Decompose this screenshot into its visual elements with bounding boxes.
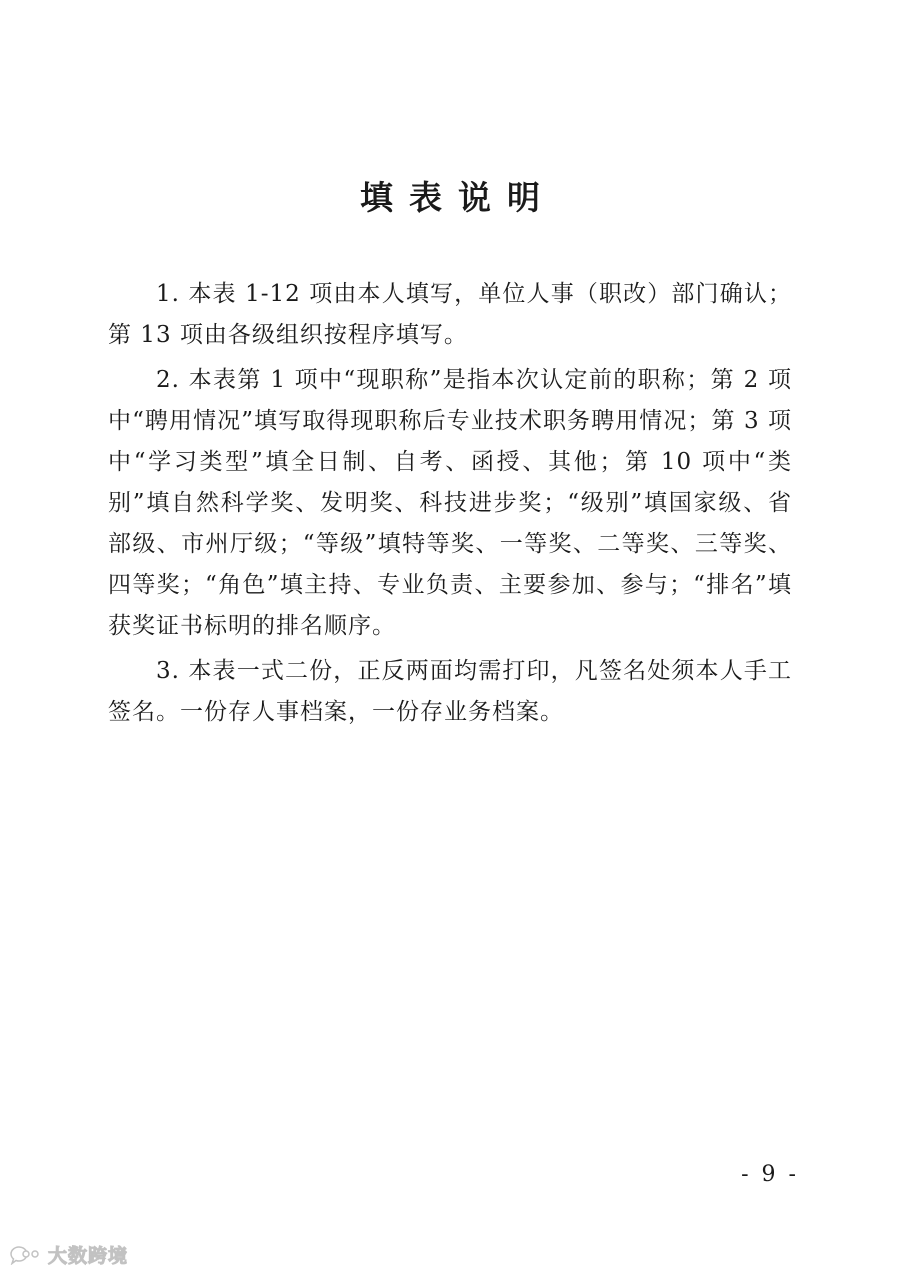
page-number: - 9 -	[741, 1162, 799, 1187]
watermark	[8, 1240, 128, 1268]
page-title: 填表说明	[360, 178, 556, 217]
chat-bubble-icon	[8, 1243, 42, 1265]
instruction-paragraph-1: 1. 本表 1-12 项由本人填写，单位人事（职改）部门确认；第 13 项由各级组织按程序填写。	[108, 281, 792, 348]
instructions-body	[108, 274, 792, 737]
instruction-paragraph-3: 3. 本表一式二份，正反两面均需打印，凡签名处须本人手工签名。一份存人事档案，一份存业务档案。	[108, 658, 792, 725]
watermark-text: 大数跨境	[48, 1244, 129, 1267]
instruction-paragraph-2: 2. 本表第 1 项中“现职称”是指本次认定前的职称；第 2 项中“聘用情况”填写取得现职称后专业技术职务聘用情况；第 3 项中“学习类型”填全日制、自考、函授、其他；第 10 项中“类别”填自然科学奖、发明奖、科技进步奖；“级别”填国家级、省部级、市州厅级；“等级”填特等奖、一等奖、二等奖、三等奖、四等奖；“角色”填主持、专业负责、主要参加、参与；“排名”填获奖证书标明的排名顺序。	[108, 367, 792, 639]
